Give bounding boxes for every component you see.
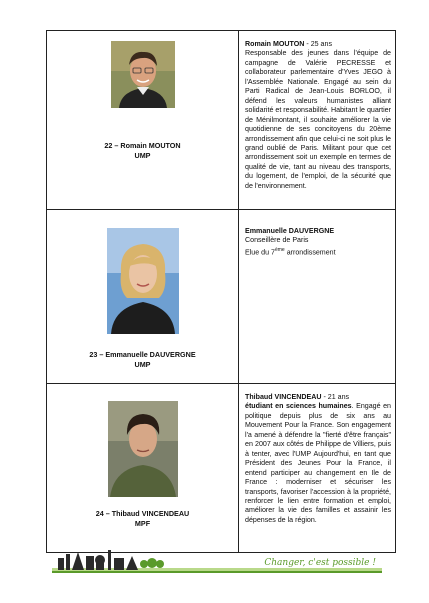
bio-name: Romain MOUTON xyxy=(245,40,305,48)
bio-district: Elue du 7ème arrondissement xyxy=(245,246,336,257)
bio-text: Responsable des jeunes dans l'équipe de campagne de Valérie PECRESSE et collaborateur parlementaire d'Yves JEGO à l'Assemblée Nationale. Engagé au sein du Parti Radical de Jean-Louis BORLOO, il défend les valeurs humanistes alliant solidarité et responsabilité. Habitant le quartier de Ménilmontant, il souhaite améliorer la vie quotidienne de ses concitoyens du 20ème arrondissement afin que celui-ci ne soit plus le grand oublié de Paris. Militant pour que cet arrondissement soit un exemple en termes de qualité de vie, tant au niveau des transports, du logement, de l'emploi, de la sécurité que de l'environnement. xyxy=(245,49,391,190)
candidate-photo-cell xyxy=(47,210,239,383)
candidate-photo-cell xyxy=(47,384,239,552)
candidate-caption xyxy=(96,509,189,529)
footer-banner xyxy=(52,546,382,576)
candidate-photo xyxy=(111,41,175,108)
bio-name: Emmanuelle DAUVERGNE xyxy=(245,227,335,235)
candidate-row xyxy=(46,30,396,210)
candidate-party: UMP xyxy=(134,360,151,369)
footer-slogan: Changer, c'est possible ! xyxy=(264,558,376,568)
bio-age: - 21 ans xyxy=(321,393,350,401)
candidate-bio xyxy=(239,210,395,383)
candidate-photo xyxy=(107,228,179,334)
candidate-caption xyxy=(104,141,180,161)
candidate-photo-cell xyxy=(47,31,239,209)
candidate-bio xyxy=(239,31,395,209)
candidates-table xyxy=(46,30,396,553)
bio-age: - 25 ans xyxy=(304,40,332,48)
bio-occupation: étudiant en sciences humaines xyxy=(245,402,352,411)
candidate-caption xyxy=(89,350,195,370)
candidate-bio xyxy=(239,384,395,552)
bio-name: Thibaud VINCENDEAU xyxy=(245,393,322,401)
candidate-number-name: 23 – Emmanuelle DAUVERGNE xyxy=(89,350,196,359)
bio-role: Conseillère de Paris xyxy=(245,236,309,245)
candidate-row xyxy=(46,384,396,553)
candidate-photo xyxy=(108,401,178,497)
candidate-number-name: 24 – Thibaud VINCENDEAU xyxy=(95,509,190,518)
candidate-number-name: 22 – Romain MOUTON xyxy=(104,141,181,150)
candidate-party: MPF xyxy=(134,519,151,528)
candidate-party: UMP xyxy=(134,151,151,160)
bio-text: . Engagé en politique depuis plus de six ans au Mouvement Pour la France. Son engagement l'a amené à défendre la "fierté d'être français" en 2007 aux côtés de Philippe de Villiers, puis à tenter, avec l'UMP Aujourd'hui, en tant que Président des Jeunes Pour la France, il entend participer au changement en Ile de France : moderniser et sécuriser les transports, favoriser l'accession à la propriété, renforcer le lien entre formation et emploi, améliorer la vie des familles et assainir les dépenses de la région. xyxy=(245,402,391,524)
candidate-row xyxy=(46,210,396,384)
